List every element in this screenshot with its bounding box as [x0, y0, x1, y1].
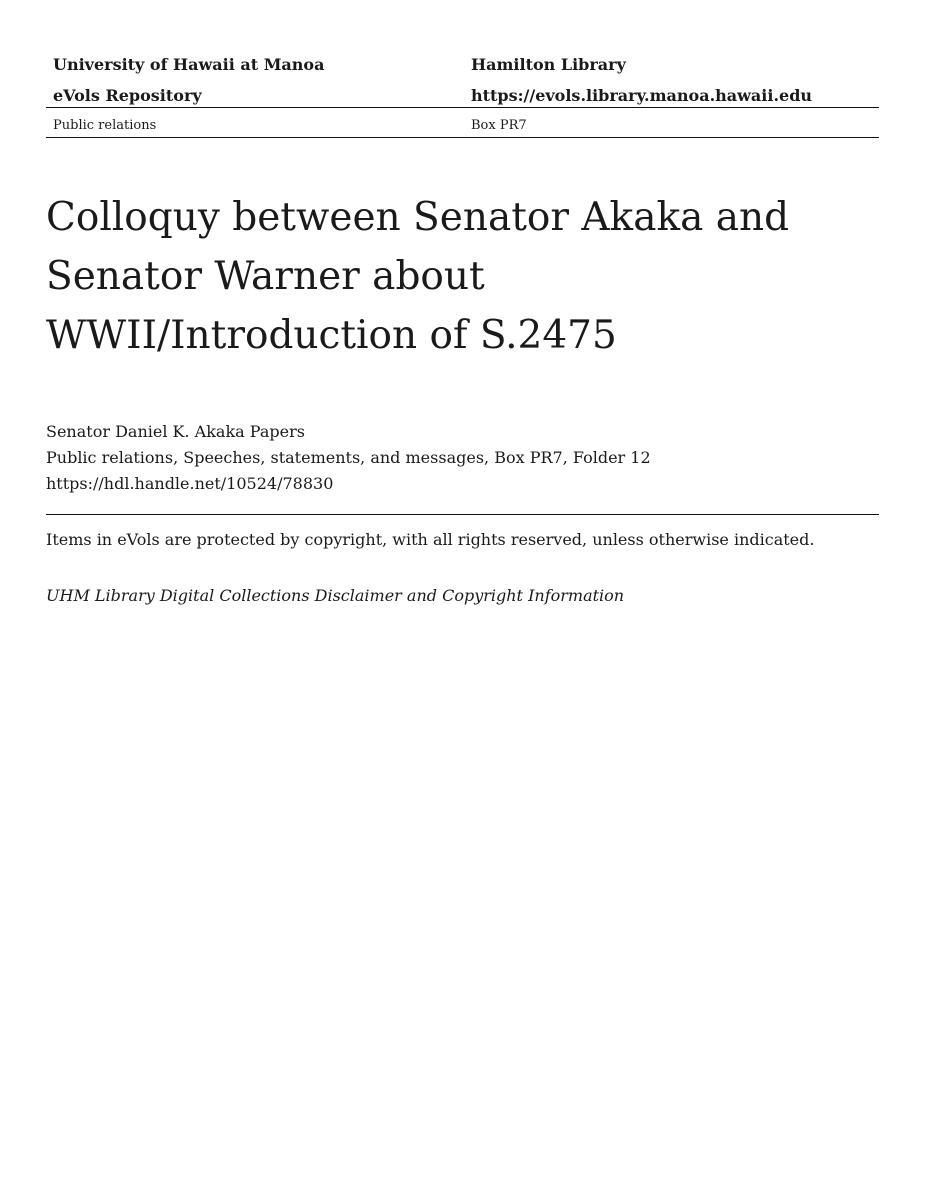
institution-name: University of Hawaii at Manoa — [53, 55, 325, 74]
title-line-2: Senator Warner about — [46, 254, 485, 299]
header-subrow — [46, 116, 879, 136]
collection-name: Senator Daniel K. Akaka Papers — [46, 422, 305, 441]
document-metadata — [46, 419, 879, 497]
repository-name: eVols Repository — [53, 86, 202, 105]
folder-location: Public relations, Speeches, statements, and messages, Box PR7, Folder 12 — [46, 448, 651, 467]
metadata-divider — [46, 514, 879, 515]
header-row-1 — [46, 52, 879, 83]
header-divider — [46, 107, 879, 108]
header-row-2 — [46, 83, 879, 114]
box-label: Box PR7 — [471, 118, 527, 133]
repository-url[interactable]: https://evols.library.manoa.hawaii.edu — [471, 86, 813, 105]
document-title — [46, 188, 846, 365]
title-line-3: WWII/Introduction of S.2475 — [46, 313, 617, 358]
header-table — [46, 52, 879, 114]
series-label: Public relations — [53, 118, 157, 133]
handle-link[interactable]: https://hdl.handle.net/10524/78830 — [46, 474, 334, 493]
title-line-1: Colloquy between Senator Akaka and — [46, 195, 790, 240]
disclaimer-link[interactable]: UHM Library Digital Collections Disclaimer and Copyright Information — [46, 586, 625, 605]
library-name: Hamilton Library — [471, 55, 626, 74]
subheader-divider — [46, 137, 879, 138]
copyright-notice: Items in eVols are protected by copyright, with all rights reserved, unless otherwise indicated. — [46, 530, 815, 549]
